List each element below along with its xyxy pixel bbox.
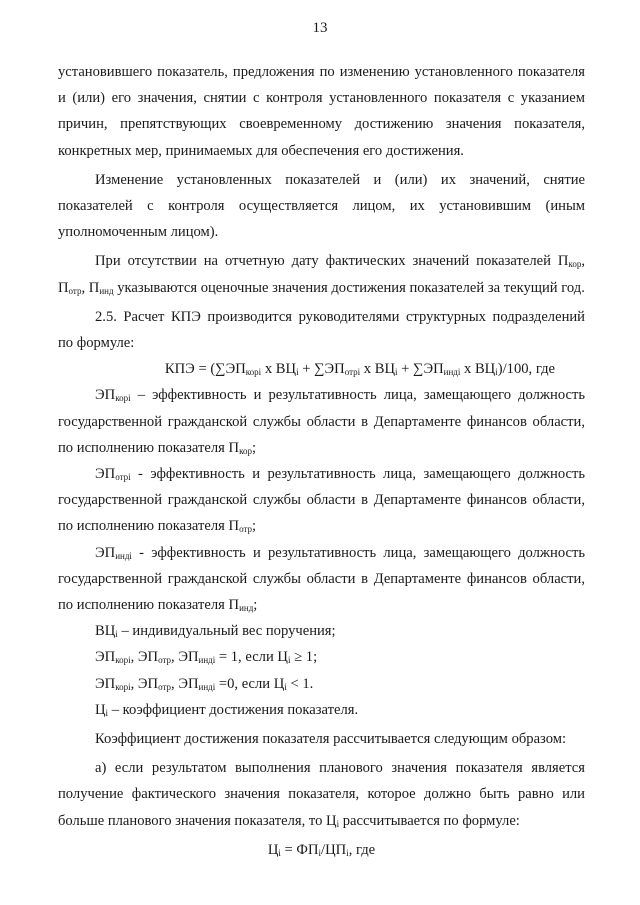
paragraph-estimate: При отсутствии на отчетную дату фактических значений показателей $П_{кор}$, $П_{отр}$, $П_{инд}$ указываются оценочные значения достижения показателей за текущий год. <box>58 253 585 296</box>
paragraph-case-a: а) если результатом выполнения планового значения показателя является получение фактического значения показателя, которое должно быть равно или больше планового значения показателя, то $Ц_i$ рассчитывается по формуле: <box>58 760 585 829</box>
paragraph-kpe-calc: 2.5. Расчет КПЭ производится руководителями структурных подразделений по формуле: <box>58 308 585 352</box>
formula-kpe: КПЭ = ($\sum ЭП_{корi}$ х $ВЦ_i + \sum ЭП_{отрi}$ х $ВЦ_i + \sum ЭП_{индi}$ х $ВЦ_i)/100$, где <box>164 361 555 378</box>
page-number: 13 <box>312 20 328 36</box>
definition-ep-ind: $ЭП_{индi}$ - эффективность и результативность лица, замещающего должность государственной гражданской службы области в Департаменте финансов области, по исполнению показателя $П_{инд}$; <box>58 544 585 614</box>
definition-c: $Ц_i$ – коэффициент достижения показателя. <box>95 701 359 718</box>
paragraph-change: Изменение установленных показателей и (или) их значений, снятие показателей с контроля осуществляется лицом, их установившим (иным уполномоченным лицом). <box>58 171 585 241</box>
formula-c: $Ц_i = ФП_i/ЦП_i$, где <box>267 841 376 858</box>
condition-lt-1: $ЭП_{корi}$, $ЭП_{отр}$, $ЭП_{индi} =0$, если $Ц_i < 1$. <box>95 675 314 692</box>
definition-vc: $ВЦ_i$ – индивидуальный вес поручения; <box>95 623 336 640</box>
condition-ge-1: $ЭП_{корi}$, $ЭП_{отр}$, $ЭП_{индi} = 1$, если $Ц_i \ge 1$; <box>95 649 318 666</box>
paragraph-report: установившего показатель, предложения по изменению установленного показателя и (или) его значения, снятии с контроля установленного показателя с указанием причин, препятствующих своевременному достижению значения показателя, конкретных мер, принимаемых для обеспечения его достижения. <box>58 64 585 159</box>
definition-ep-kor: $ЭП_{корi}$ – эффективность и результативность лица, замещающего должность государственной гражданской службы области в Департаменте финансов области, по исполнению показателя $П_{кор}$; <box>58 387 585 456</box>
definition-ep-otr: $ЭП_{отрi}$ - эффективность и результативность лица, замещающего должность государственной гражданской службы области в Департаменте финансов области, по исполнению показателя $П_{отр}$; <box>58 466 585 535</box>
document-body <box>58 59 585 863</box>
paragraph-coef-calc: Коэффициент достижения показателя рассчитывается следующим образом: <box>95 731 567 748</box>
